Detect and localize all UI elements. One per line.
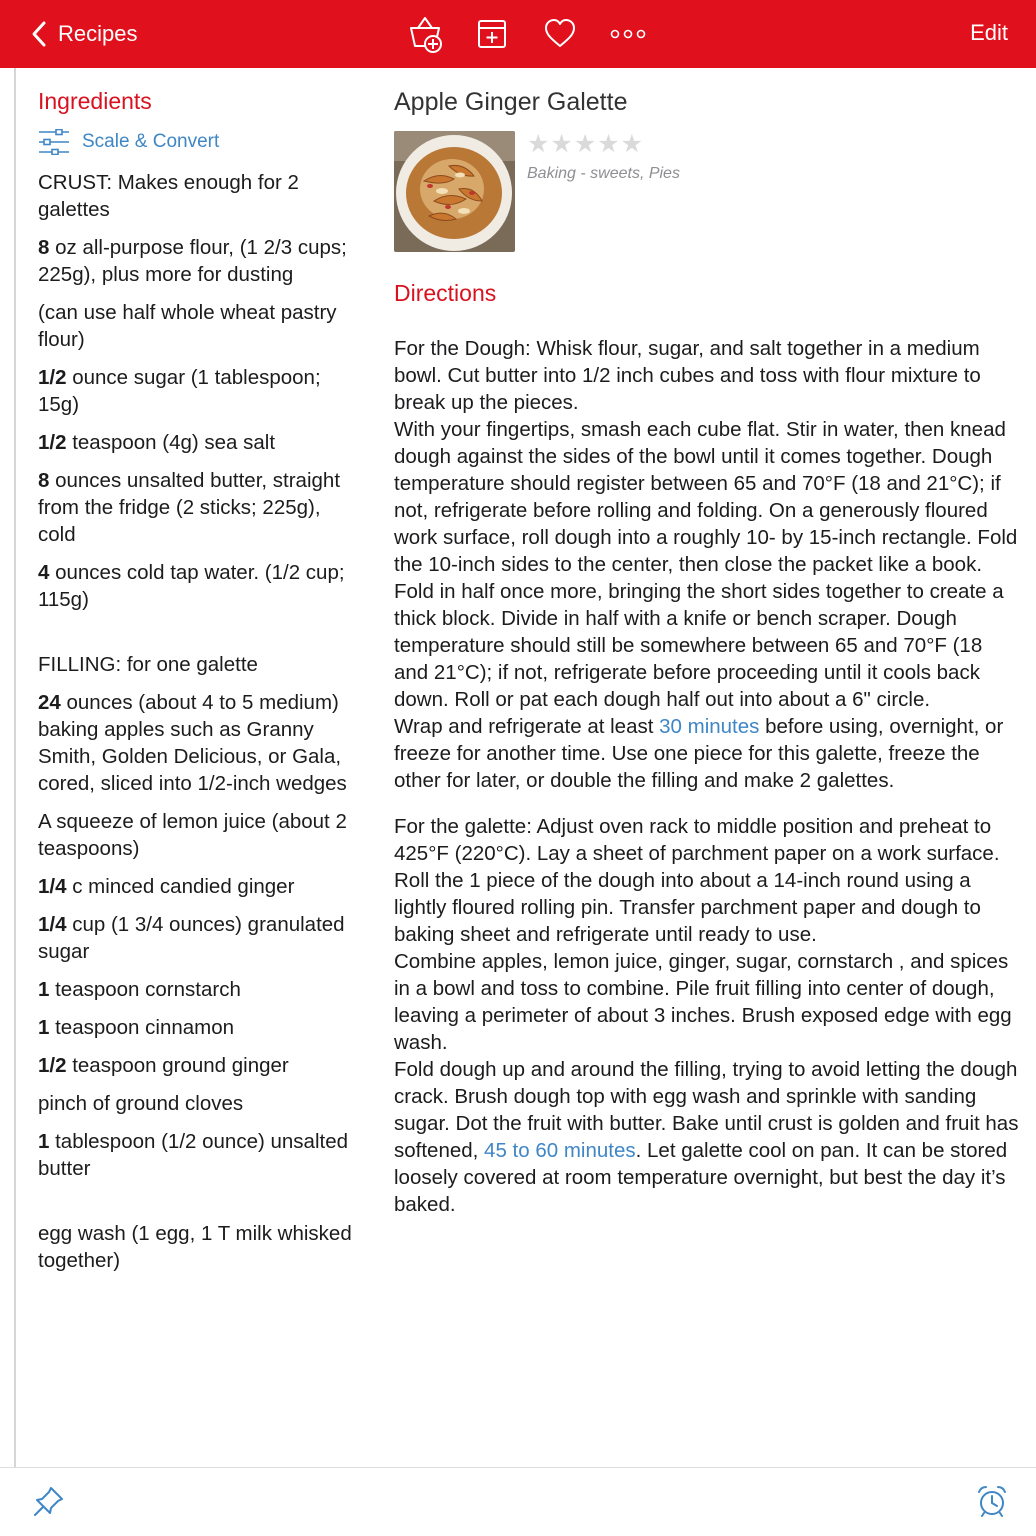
ingredient-text: pinch of ground cloves (38, 1092, 244, 1115)
ingredient-item[interactable] (38, 911, 358, 965)
ingredient-quantity: 1 (38, 978, 50, 1001)
ingredient-item[interactable] (38, 364, 358, 418)
ingredient-item[interactable] (38, 808, 358, 862)
ingredient-text: tablespoon (1/2 ounce) unsalted butter (38, 1130, 349, 1180)
ingredient-quantity: 1/2 (38, 431, 67, 454)
recipe-photo[interactable] (394, 131, 515, 252)
ingredient-quantity: 4 (38, 561, 50, 584)
ingredient-item[interactable] (38, 234, 358, 288)
heart-icon[interactable] (536, 14, 584, 54)
recipe-header (394, 131, 1019, 252)
edit-button[interactable]: Edit (970, 20, 1008, 45)
direction-text: Wrap and refrigerate at least (394, 715, 660, 738)
ingredient-quantity: 1/2 (38, 1054, 67, 1077)
directions-title: Directions (394, 280, 497, 306)
ingredient-quantity: 8 (38, 469, 50, 492)
recipe-meta (527, 131, 680, 252)
ingredient-text: teaspoon ground ginger (66, 1054, 289, 1077)
ingredient-item[interactable] (38, 1220, 358, 1274)
ingredient-item[interactable] (38, 976, 358, 1003)
scale-convert-button[interactable] (38, 129, 358, 155)
direction-text: For the Dough: Whisk flour, sugar, and salt together in a medium bowl. Cut butter into 1/2 inch cubes and toss with flour mixture to break up the pieces. (394, 337, 981, 414)
nav-actions (400, 14, 672, 54)
chevron-left-icon (28, 19, 50, 49)
scale-convert-label: Scale & Convert (82, 131, 220, 152)
directions-text (394, 335, 1019, 1218)
ingredient-text: egg wash (1 egg, 1 T milk whisked together) (38, 1222, 352, 1272)
ingredients-list (38, 169, 358, 1274)
navigation-bar (0, 0, 1036, 68)
pin-icon[interactable] (32, 1484, 66, 1518)
ingredient-quantity: 1/4 (38, 875, 67, 898)
direction-text: Fold dough up and around the filling, trying to avoid letting the dough crack. Brush dough top with egg wash and sprinkle with sanding sugar. Dot the fruit with butter. Bake until crust is golden and fruit has softened, (394, 1058, 1019, 1162)
direction-text: Combine apples, lemon juice, ginger, sugar, cornstarch , and spices in a bowl and toss to combine. Pile fruit filling into center of dough, leaving a perimeter of about 3 inches. Brush exposed edge with egg wash. (394, 950, 1012, 1054)
ingredient-text: cup (1 3/4 ounces) granulated sugar (38, 913, 345, 963)
ingredients-panel (38, 88, 358, 1285)
ingredient-item[interactable] (38, 1052, 358, 1079)
ingredient-item[interactable] (38, 873, 358, 900)
ingredient-text: CRUST: Makes enough for 2 galettes (38, 171, 299, 221)
ingredient-quantity: 1/4 (38, 913, 67, 936)
direction-text: For the galette: Adjust oven rack to middle position and preheat to 425°F (220°C). Lay a sheet of parchment paper on a work surface. Roll the 1 piece of the dough into about a 14-inch round using a lightly floured rolling pin. Transfer parchment paper and dough to baking sheet and refrigerate until ready to use. (394, 815, 1000, 946)
ingredient-item[interactable] (38, 1128, 358, 1182)
timer-link[interactable]: 30 minutes (659, 715, 760, 738)
ingredient-text: teaspoon cornstarch (49, 978, 241, 1001)
ingredient-quantity: 1/2 (38, 366, 67, 389)
ingredient-text: c minced candied ginger (66, 875, 295, 898)
direction-paragraph (394, 335, 1019, 794)
alarm-clock-icon[interactable] (975, 1484, 1009, 1518)
ingredient-quantity: 1 (38, 1016, 50, 1039)
back-button-label: Recipes (58, 21, 138, 46)
ingredient-text: teaspoon cinnamon (49, 1016, 235, 1039)
direction-text: before using, overnight, or freeze for another time. Use one piece for this galette, freeze the other for later, or double the filling and make 2 galettes. (394, 715, 1004, 792)
ingredient-text: ounces (about 4 to 5 medium) baking apples such as Granny Smith, Golden Delicious, or Gala, cored, sliced into 1/2-inch wedges (38, 691, 347, 795)
ingredient-text: ounces unsalted butter, straight from the fridge (2 sticks; 225g), cold (38, 469, 341, 546)
ingredient-text: oz all-purpose flour, (1 2/3 cups; 225g), plus more for dusting (38, 236, 347, 286)
add-to-calendar-icon[interactable] (468, 14, 516, 54)
recipe-categories: Baking - sweets, Pies (527, 165, 680, 182)
ingredient-item[interactable] (38, 429, 358, 456)
ingredient-text: A squeeze of lemon juice (about 2 teaspoons) (38, 810, 347, 860)
ingredient-quantity: 1 (38, 1130, 50, 1153)
direction-text: . Let galette cool on pan. It can be stored loosely covered at room temperature overnight, but best the day it’s baked. (394, 1139, 1008, 1216)
direction-text: With your fingertips, smash each cube flat. Stir in water, then knead dough against the sides of the bowl until it comes together. Dough temperature should register between 65 and 70°F (18 and 21°C); if not, refrigerate before rolling and folding. On a generously floured work surface, roll dough into a roughly 10- by 15-inch rectangle. Fold the 10-inch sides to the center, then close the packet like a book. Fold in half once more, bringing the short sides together to create a thick block. Divide in half with a knife or bench scraper. Dough temperature should still be somewhere between 65 and 70°F (18 and 21°C); if not, refrigerate before proceeding until it cools back down. Roll or pat each dough half out into about a 6" circle. (394, 418, 1018, 711)
ingredient-item[interactable] (38, 559, 358, 613)
ingredient-text: teaspoon (4g) sea salt (66, 431, 276, 454)
direction-paragraph (394, 813, 1019, 1218)
ingredient-quantity: 8 (38, 236, 50, 259)
toolbar-divider (0, 1467, 1036, 1468)
ingredients-title: Ingredients (38, 88, 152, 114)
ingredient-item[interactable] (38, 169, 358, 223)
ingredient-spacer (38, 1193, 358, 1220)
ingredient-spacer (38, 624, 358, 651)
ingredient-item[interactable] (38, 299, 358, 353)
ingredient-item[interactable] (38, 651, 358, 678)
more-icon[interactable] (604, 14, 652, 54)
ingredient-quantity: 24 (38, 691, 61, 714)
ingredient-item[interactable] (38, 1090, 358, 1117)
sidebar-divider (14, 68, 16, 1468)
star-rating[interactable]: ★★★★★ (527, 130, 645, 158)
recipe-panel (394, 88, 1019, 1237)
ingredient-item[interactable] (38, 1014, 358, 1041)
add-to-basket-icon[interactable] (400, 14, 448, 54)
timer-link[interactable]: 45 to 60 minutes (484, 1139, 636, 1162)
ingredient-text: ounces cold tap water. (1/2 cup; 115g) (38, 561, 345, 611)
ingredient-item[interactable] (38, 689, 358, 797)
sliders-icon (38, 129, 70, 155)
ingredient-text: ounce sugar (1 tablespoon; 15g) (38, 366, 321, 416)
ingredient-item[interactable] (38, 467, 358, 548)
recipe-title: Apple Ginger Galette (394, 88, 628, 116)
ingredient-text: (can use half whole wheat pastry flour) (38, 301, 337, 351)
back-button[interactable] (28, 17, 137, 51)
ingredient-text: FILLING: for one galette (38, 653, 258, 676)
